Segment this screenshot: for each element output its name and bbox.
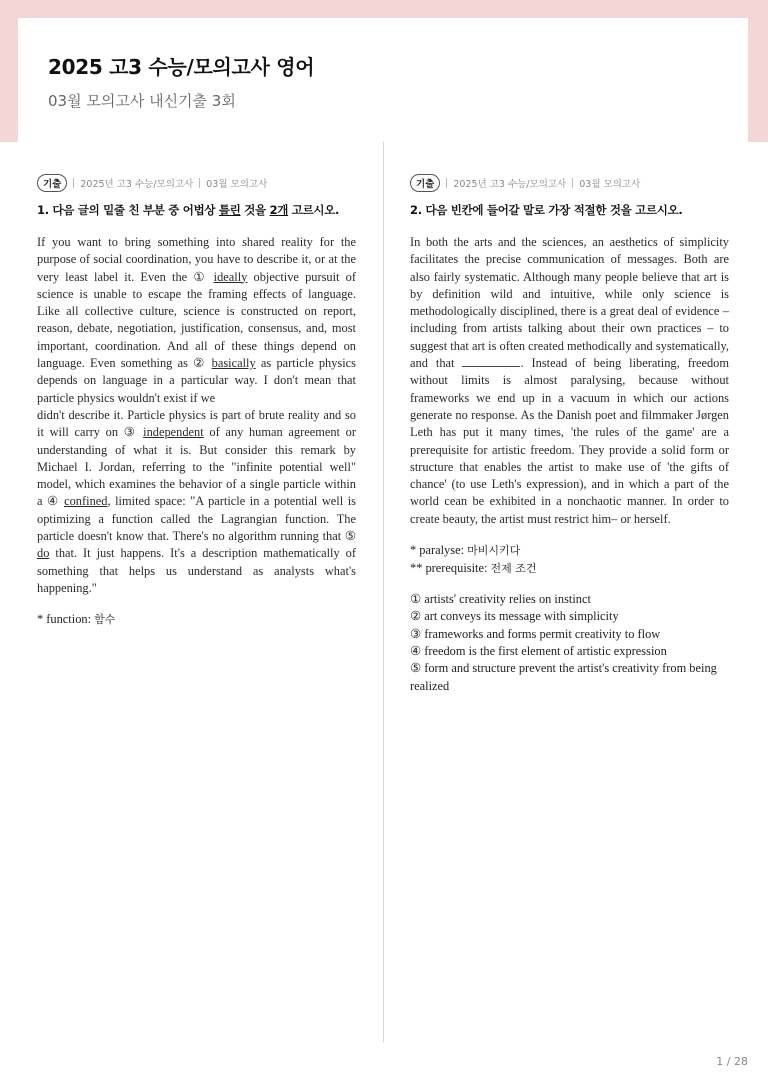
q1-title-part: 고르시오. [288, 203, 340, 217]
question-2 [410, 174, 729, 695]
q1-meta-exam: 03월 모의고사 [206, 179, 268, 190]
meta-separator [199, 178, 200, 188]
q2-passage-text: . Instead of being liberating, freedom without limits is almost paralysing, because without frameworks we end up in a vacuum in which our actions generate no response. As the Danish poet and filmmaker Jørgen Leth has put it many times, 'the rules of the game' are a prerequisite for artistic freedom. They provide a solid form or structure that enables the artist to make use of 'the gifts of chance' (to use Leth's expression), and in which a part of the world cean be exhibited in a nonchaotic manner. In order to create beauty, the artist must restrict him– or herself. [410, 356, 729, 526]
header-card [18, 18, 748, 142]
meta-separator [446, 178, 447, 188]
q2-option-2[interactable]: ② art conveys its message with simplicity [410, 609, 619, 624]
meta-separator [572, 178, 573, 188]
q1-passage-text: If you want to bring something into shared reality for the purpose of social coordination, you have to describe it, or at the very least label it. Even the ① [37, 235, 356, 284]
q1-passage-text: , limited space: "A particle in a potential well is optimizing a function called the Lagrangian function. The particle doesn't know that. There's no algorithm running that ⑤ [37, 494, 356, 544]
q1-title-underline-wrong: 틀린 [218, 203, 241, 217]
q2-option-4[interactable]: ④ freedom is the first element of artistic expression [410, 643, 667, 658]
q1-underline-5: do [37, 546, 50, 561]
q2-option-3[interactable]: ③ frameworks and forms permit creativity to flow [410, 626, 661, 641]
q2-badge: 기출 [410, 174, 440, 192]
q2-meta [410, 174, 729, 192]
q2-footnote-2 [410, 560, 729, 578]
q1-underline-1: ideally [213, 269, 248, 284]
q1-passage-text: objective pursuit of science is unable to escape the framing effects of language. Like all collective culture, science is constructed on report, reason, debate, negotiation, justification, consensus, and, most important, coordination. And all of these things depend on language. Even something as ② [37, 269, 356, 371]
q1-passage-text: as particle physics depends on language in a particular way. I don't mean that particle physics wouldn't exist if we [37, 356, 357, 405]
q1-underline-4: confined [64, 494, 108, 509]
q1-meta-year: 2025년 고3 수능/모의고사 [80, 179, 194, 190]
page-number: 1 / 28 [716, 1055, 748, 1068]
q2-meta-year: 2025년 고3 수능/모의고사 [453, 179, 567, 190]
q2-footnote-1 [410, 542, 729, 560]
q1-underline-2: basically [211, 356, 256, 371]
q2-passage [410, 234, 729, 528]
q1-passage [37, 234, 356, 597]
document-title: 2025 고3 수능/모의고사 영어 [48, 55, 315, 79]
q1-passage-text: that. It just happens. It's a description mathematically of something that helps us understand as analysts what's happening." [37, 546, 356, 595]
q1-footnote-term: * function: [37, 612, 95, 627]
q2-footnote-term: ** prerequisite: [410, 560, 491, 575]
q1-meta [37, 174, 356, 192]
q1-title-part: 1. 다음 글의 밑줄 친 부분 중 어법상 [37, 203, 219, 217]
q2-option-5[interactable]: ⑤ form and structure prevent the artist's creativity from being realized [410, 661, 717, 693]
q2-footnote-meaning: 마비시키다 [467, 544, 521, 558]
q2-passage-text: In both the arts and the sciences, an aesthetics of simplicity facilitates the precise communication of messages. Both are also fairly systematic. Although many people believe that art is by definition wild and intuitive, while only science is methodologically disciplined, there is a great deal of evidence – including from artists talking about their own practices – to suggest that art is often created methodically and systematically, and that [410, 235, 729, 371]
q1-footnote-meaning: 함수 [94, 613, 116, 627]
q2-footnotes [410, 542, 729, 577]
question-1 [37, 174, 356, 629]
q2-options [410, 591, 729, 695]
q1-footnote [37, 611, 356, 629]
q1-title-underline-count: 2개 [269, 203, 289, 217]
document-subtitle: 03월 모의고사 내신기출 3회 [48, 92, 236, 110]
answer-blank [462, 355, 520, 367]
q2-meta-exam: 03월 모의고사 [579, 179, 641, 190]
q1-underline-3: independent [143, 425, 204, 440]
meta-separator [73, 178, 74, 188]
q1-passage-text: of any human agreement or understanding of what it is. But consider this remark by Michael I. Jordan, referring to the "infinite potential well" model, which examines the behavior of a single particle within a ④ [37, 425, 356, 509]
q2-option-1[interactable]: ① artists' creativity relies on instinct [410, 592, 591, 607]
q1-title [37, 202, 356, 218]
q1-badge: 기출 [37, 174, 67, 192]
q2-footnote-term: * paralyse: [410, 543, 468, 558]
q1-title-part: 것을 [240, 203, 270, 217]
q1-passage-text: didn't describe it. Particle physics is part of brute reality and so it will carry on ③ [37, 407, 356, 440]
q2-footnote-meaning: 전제 조건 [490, 561, 537, 575]
column-divider [383, 142, 384, 1042]
q2-title: 2. 다음 빈칸에 들어갈 말로 가장 적절한 것을 고르시오. [410, 203, 683, 217]
